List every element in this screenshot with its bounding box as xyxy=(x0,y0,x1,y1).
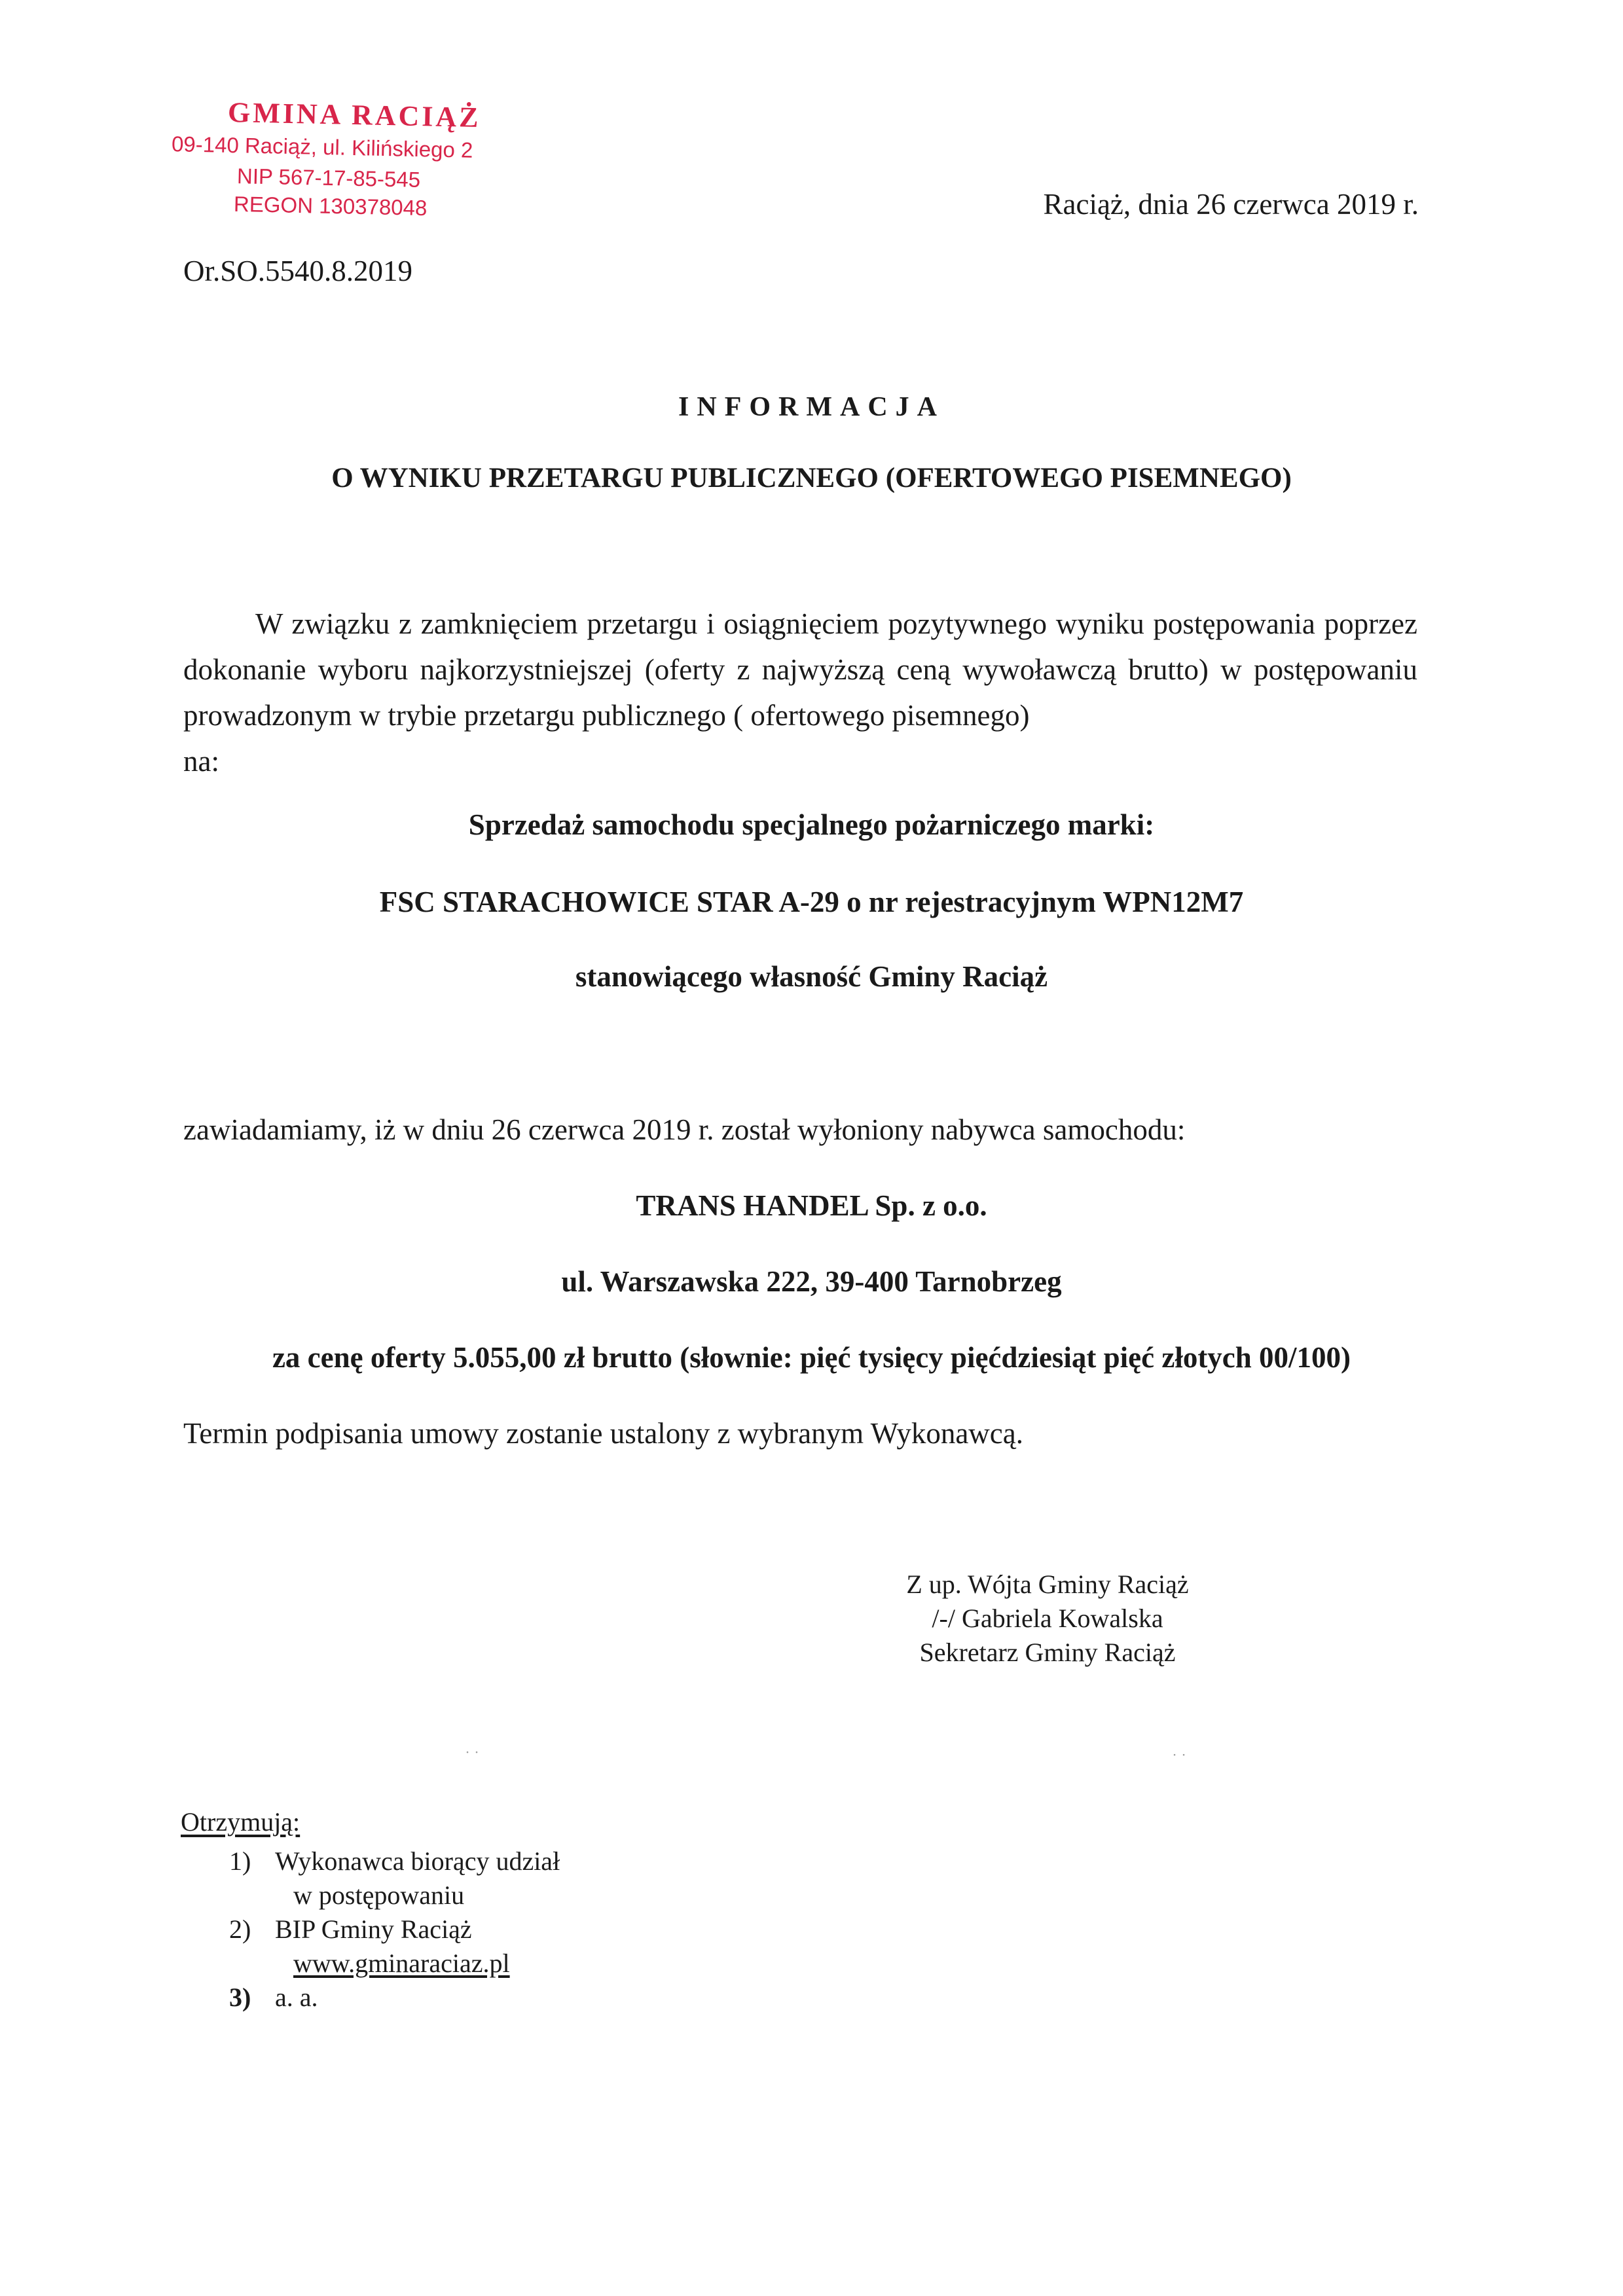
subject-line-3: stanowiącego własność Gminy Raciąż xyxy=(575,960,1048,993)
item-text: a. a. xyxy=(275,1982,318,2012)
stamp-name: GMINA RACIĄŻ xyxy=(227,96,482,134)
list-item xyxy=(229,1912,560,1946)
contract-term: Termin podpisania umowy zostanie ustalony z wybranym Wykonawcą. xyxy=(183,1417,1024,1450)
item-number: 3) xyxy=(229,1982,251,2012)
recipients-list xyxy=(229,1844,560,2015)
item-text: Wykonawca biorący udział xyxy=(275,1846,560,1876)
signature-block xyxy=(786,1568,1309,1670)
intro-text: W związku z zamknięciem przetargu i osiągnięciem pozytywnego wyniku postępowania poprzez dokonanie wyboru najkorzystniejszej (oferty z najwyższą ceną wywoławczą brutto) w postępowaniu prowadzonym w trybie przetargu publicznego ( ofertowego pisemnego) xyxy=(183,607,1417,732)
notice-text: zawiadamiamy, iż w dniu 26 czerwca 2019 r. został wyłoniony nabywca samochodu: xyxy=(183,1113,1186,1146)
list-item xyxy=(229,1844,560,1878)
scan-mark: ˙ ˙ xyxy=(1172,1751,1186,1768)
buyer-address: ul. Warszawska 222, 39-400 Tarnobrzeg xyxy=(561,1265,1062,1298)
recipients-title: Otrzymują: xyxy=(181,1807,301,1837)
list-item xyxy=(229,1878,560,1912)
intro-text-end: na: xyxy=(183,745,219,778)
item-text: BIP Gminy Raciąż xyxy=(275,1914,472,1944)
bip-link[interactable]: www.gminaraciaz.pl xyxy=(293,1948,510,1978)
signature-line-2: /-/ Gabriela Kowalska xyxy=(932,1604,1163,1633)
item-number: 2) xyxy=(229,1914,251,1944)
subject-line-1: Sprzedaż samochodu specjalnego pożarniczego marki: xyxy=(468,808,1155,841)
document-subtitle: O WYNIKU PRZETARGU PUBLICZNEGO (OFERTOWEGO PISEMNEGO) xyxy=(331,463,1292,493)
subject-line-2: FSC STARACHOWICE STAR A-29 o nr rejestracyjnym WPN12M7 xyxy=(379,886,1244,918)
list-item xyxy=(229,1981,560,2015)
offer-price: za cenę oferty 5.055,00 zł brutto (słownie: pięć tysięcy pięćdziesiąt pięć złotych 00/100) xyxy=(272,1341,1351,1374)
document-title: INFORMACJA xyxy=(678,392,945,422)
item-number: 1) xyxy=(229,1846,251,1876)
item-continuation: w postępowaniu xyxy=(293,1880,465,1910)
signature-line-3: Sekretarz Gminy Raciąż xyxy=(919,1638,1176,1667)
scan-mark: ˙ ˙ xyxy=(465,1749,479,1766)
stamp-nip: NIP 567-17-85-545 xyxy=(236,164,421,192)
signature-line-1: Z up. Wójta Gminy Raciąż xyxy=(906,1570,1189,1599)
stamp-regon: REGON 130378048 xyxy=(233,191,428,221)
list-item xyxy=(229,1946,560,1981)
reference-number: Or.SO.5540.8.2019 xyxy=(183,255,413,287)
stamp-address: 09-140 Raciąż, ul. Kilińskiego 2 xyxy=(171,132,473,162)
document-date: Raciąż, dnia 26 czerwca 2019 r. xyxy=(1043,188,1419,221)
intro-paragraph xyxy=(183,601,1417,784)
buyer-name: TRANS HANDEL Sp. z o.o. xyxy=(636,1189,987,1222)
